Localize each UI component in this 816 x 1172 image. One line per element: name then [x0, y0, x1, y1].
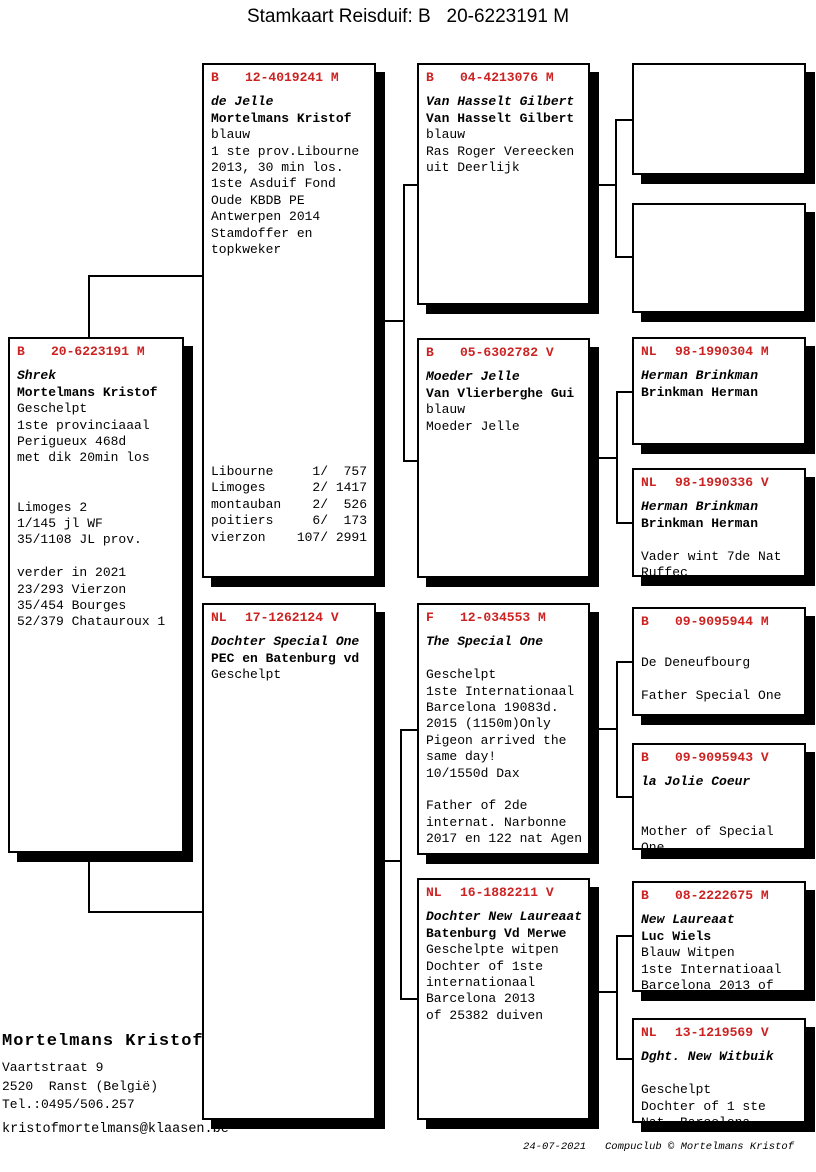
race-results: [211, 464, 367, 546]
pedigree-box-gg6: [632, 743, 806, 855]
owner-name: Mortelmans Kristof: [2, 1032, 204, 1051]
text-line: Van Vlierberghe Gui: [426, 385, 575, 401]
text-line: 23/293 Vierzon: [17, 581, 127, 597]
connector-line: [403, 460, 417, 462]
text-line: Dght. New Witbuik: [641, 1049, 774, 1065]
ring-number: 08-2222675 M: [675, 888, 769, 903]
country-code: NL: [641, 344, 657, 359]
box-text: [634, 491, 804, 581]
country-code: B: [641, 750, 649, 765]
box-text: [204, 626, 374, 683]
text-line: Mortelmans Kristof: [17, 384, 158, 400]
ring-number: 17-1262124 V: [245, 610, 339, 625]
pedigree-box-father: [202, 63, 376, 578]
text-line: Herman Brinkman: [641, 499, 759, 515]
ring-header: [634, 470, 804, 491]
pedigree-box-subject: [8, 337, 184, 853]
ring-header: [634, 1020, 804, 1041]
text-line: 1ste provinciaaal: [17, 417, 150, 433]
race-result-line: vierzon 107/ 2991: [211, 529, 368, 545]
box-text: [634, 1041, 804, 1131]
connector-line: [615, 119, 632, 121]
text-line: [641, 1066, 799, 1082]
pedigree-box-gp1: [417, 63, 590, 305]
text-line: Oude KBDB PE: [211, 192, 305, 208]
text-line: Barcelona 2013: [426, 991, 536, 1007]
country-code: B: [641, 888, 649, 903]
text-line: Dochter of 1ste: [426, 958, 544, 974]
box-text: [204, 86, 374, 258]
text-line: Dochter Special One: [211, 634, 360, 650]
text-line: blauw: [211, 127, 251, 143]
connector-line: [376, 320, 403, 322]
text-line: 35/454 Bourges: [17, 598, 127, 614]
text-line: Dochter New Laureaat: [426, 909, 583, 925]
footer-credit: Compuclub © Mortelmans Kristof: [604, 1141, 794, 1153]
text-line: [641, 791, 799, 807]
owner-address-line: 2520 Ranst (België): [2, 1078, 159, 1094]
text-line: Mother of Special: [641, 823, 774, 839]
ring-header: [204, 65, 374, 86]
owner-phone: Tel.:0495/506.257: [2, 1097, 135, 1112]
connector-line: [590, 457, 616, 459]
text-line: Brinkman Herman: [641, 515, 759, 531]
text-line: Moeder Jelle: [426, 418, 520, 434]
text-line: Batenburg Vd Merwe: [426, 925, 567, 941]
text-line: [17, 549, 177, 565]
text-line: 10/1550d Dax: [426, 765, 520, 781]
box-text: [419, 901, 588, 1024]
race-result-line: montauban 2/ 526: [211, 496, 368, 512]
text-line: 2017 en 122 nat Agen: [426, 831, 583, 847]
connector-line: [400, 729, 417, 731]
race-result-line: Limoges 2/ 1417: [211, 480, 368, 496]
ring-number: 12-034553 M: [460, 610, 546, 625]
box-text: [419, 361, 588, 435]
box-text: [634, 630, 804, 704]
connector-line: [616, 661, 632, 663]
text-line: topkweker: [211, 242, 282, 258]
text-line: Barcelona 19083d.: [426, 700, 559, 716]
text-line: Luc Wiels: [641, 928, 712, 944]
pedigree-box-gp2: [417, 338, 590, 578]
connector-line: [376, 860, 400, 862]
text-line: Barcelona 2013 of: [641, 978, 774, 994]
pedigree-box-gg5: [632, 607, 806, 716]
connector-line: [616, 796, 632, 798]
text-line: Shrek: [17, 368, 57, 384]
ring-number: 20-6223191 M: [51, 344, 145, 359]
ring-header: [204, 605, 374, 626]
connector-line: [590, 728, 616, 730]
connector-line: [616, 391, 632, 393]
text-line: [641, 807, 799, 823]
connector-line: [88, 275, 90, 339]
text-line: 2015 (1150m)Only: [426, 716, 551, 732]
box-text: [10, 360, 182, 630]
page-title: Stamkaart Reisduif: B 20-6223191 M: [246, 6, 570, 27]
text-line: Vader wint 7de Nat: [641, 548, 782, 564]
text-line: uit Deerlijk: [426, 160, 520, 176]
connector-line: [400, 729, 402, 1000]
text-line: Pigeon arrived the: [426, 732, 567, 748]
text-line: Ruffec: [641, 565, 688, 581]
text-line: 1 ste prov.Libourne: [211, 143, 360, 159]
connector-line: [616, 522, 632, 524]
pedigree-box-mother: [202, 603, 376, 1120]
country-code: B: [641, 614, 649, 629]
text-line: Herman Brinkman: [641, 368, 759, 384]
text-line: same day!: [426, 749, 497, 765]
text-line: 1ste Internatioaal: [641, 961, 782, 977]
text-line: [17, 467, 177, 483]
connector-line: [616, 391, 618, 524]
text-line: New Laureaat: [641, 912, 735, 928]
text-line: Geschelpt: [211, 667, 282, 683]
text-line: Geschelpt: [17, 401, 88, 417]
pedigree-box-gg3: [632, 337, 806, 445]
text-line: Brinkman Herman: [641, 384, 759, 400]
text-line: Geschelpte witpen: [426, 942, 559, 958]
text-line: 35/1108 JL prov.: [17, 532, 142, 548]
text-line: [641, 638, 799, 654]
pedigree-box-gg2: [632, 203, 806, 313]
pedigree-box-gg7: [632, 881, 806, 992]
text-line: Limoges 2: [17, 499, 88, 515]
ring-header: [634, 609, 804, 630]
ring-number: 13-1219569 V: [675, 1025, 769, 1040]
text-line: blauw: [426, 402, 466, 418]
owner-address-line: Vaartstraat 9: [2, 1060, 104, 1075]
race-result-line: Libourne 1/ 757: [211, 463, 368, 479]
text-line: 1ste Asduif Fond: [211, 176, 336, 192]
country-code: NL: [426, 885, 442, 900]
ring-number: 16-1882211 V: [460, 885, 554, 900]
text-line: Ras Roger Vereecken: [426, 143, 575, 159]
country-code: B: [17, 344, 25, 359]
country-code: NL: [641, 1025, 657, 1040]
text-line: 52/379 Chatauroux 1: [17, 614, 166, 630]
ring-number: 12-4019241 M: [245, 70, 339, 85]
box-text: [634, 766, 804, 856]
text-line: Geschelpt: [426, 667, 497, 683]
ring-number: 05-6302782 V: [460, 345, 554, 360]
text-line: de Jelle: [211, 94, 274, 110]
ring-header: [10, 339, 182, 360]
country-code: NL: [211, 610, 227, 625]
ring-number: 98-1990304 M: [675, 344, 769, 359]
text-line: Mortelmans Kristof: [211, 110, 352, 126]
text-line: verder in 2021: [17, 565, 127, 581]
box-text: [634, 360, 804, 401]
pedigree-box-gp4: [417, 878, 590, 1120]
text-line: la Jolie Coeur: [641, 774, 751, 790]
owner-block: [2, 1032, 204, 1115]
text-line: Father Special One: [641, 687, 782, 703]
text-line: Blauw Witpen: [641, 945, 735, 961]
connector-line: [615, 119, 617, 258]
box-text: [419, 626, 588, 847]
owner-email: kristofmortelmans@klaasen.be: [2, 1122, 229, 1137]
text-line: [426, 782, 583, 798]
connector-line: [400, 998, 417, 1000]
text-line: One: [641, 840, 665, 855]
text-line: 1/145 jl WF: [17, 516, 103, 532]
text-line: Father of 2de: [426, 798, 528, 814]
text-line: met dik 20min los: [17, 450, 150, 466]
ring-header: [634, 339, 804, 360]
box-text: [634, 904, 804, 994]
ring-number: 98-1990336 V: [675, 475, 769, 490]
country-code: B: [426, 70, 434, 85]
pedigree-box-gp3: [417, 603, 590, 855]
footer: [523, 1141, 794, 1153]
ring-header: [634, 883, 804, 904]
text-line: 2013, 30 min los.: [211, 160, 344, 176]
country-code: F: [426, 610, 434, 625]
country-code: B: [426, 345, 434, 360]
box-text: [419, 86, 588, 176]
country-code: NL: [641, 475, 657, 490]
text-line: 1ste Internationaal: [426, 683, 575, 699]
text-line: Moeder Jelle: [426, 369, 520, 385]
connector-line: [616, 935, 618, 1060]
text-line: Van Hasselt Gilbert: [426, 94, 575, 110]
connector-line: [88, 911, 202, 913]
pedigree-box-gg4: [632, 468, 806, 581]
text-line: Antwerpen 2014: [211, 209, 321, 225]
text-line: Nat. Barcelona: [641, 1115, 751, 1131]
text-line: blauw: [426, 127, 466, 143]
connector-line: [615, 256, 632, 258]
text-line: The Special One: [426, 634, 544, 650]
text-line: [641, 532, 799, 548]
ring-header: [419, 880, 588, 901]
text-line: [17, 483, 177, 499]
pedigree-box-gg1: [632, 63, 806, 175]
connector-line: [616, 661, 618, 798]
connector-line: [616, 1058, 632, 1060]
connector-line: [590, 184, 615, 186]
text-line: Perigueux 468d: [17, 434, 127, 450]
footer-date: 24-07-2021: [523, 1141, 587, 1153]
text-line: [641, 671, 799, 687]
ring-number: 04-4213076 M: [460, 70, 554, 85]
text-line: internat. Narbonne: [426, 814, 567, 830]
text-line: De Deneufbourg: [641, 654, 751, 670]
text-line: [426, 651, 583, 667]
ring-header: [419, 340, 588, 361]
text-line: Geschelpt: [641, 1082, 712, 1098]
ring-number: 09-9095944 M: [675, 614, 769, 629]
connector-line: [616, 935, 632, 937]
pedigree-box-gg8: [632, 1018, 806, 1131]
text-line: internationaal: [426, 975, 536, 991]
ring-number: 09-9095943 V: [675, 750, 769, 765]
footer-gap: [586, 1141, 605, 1153]
text-line: Stamdoffer en: [211, 225, 313, 241]
ring-header: [634, 745, 804, 766]
text-line: Dochter of 1 ste: [641, 1098, 766, 1114]
text-line: Van Hasselt Gilbert: [426, 110, 575, 126]
country-code: B: [211, 70, 219, 85]
connector-line: [590, 991, 616, 993]
connector-line: [88, 853, 90, 913]
connector-line: [88, 275, 202, 277]
text-line: PEC en Batenburg vd: [211, 650, 360, 666]
ring-header: [419, 605, 588, 626]
race-result-line: poitiers 6/ 173: [211, 513, 368, 529]
ring-header: [419, 65, 588, 86]
connector-line: [403, 184, 417, 186]
text-line: of 25382 duiven: [426, 1007, 544, 1023]
connector-line: [403, 184, 405, 462]
